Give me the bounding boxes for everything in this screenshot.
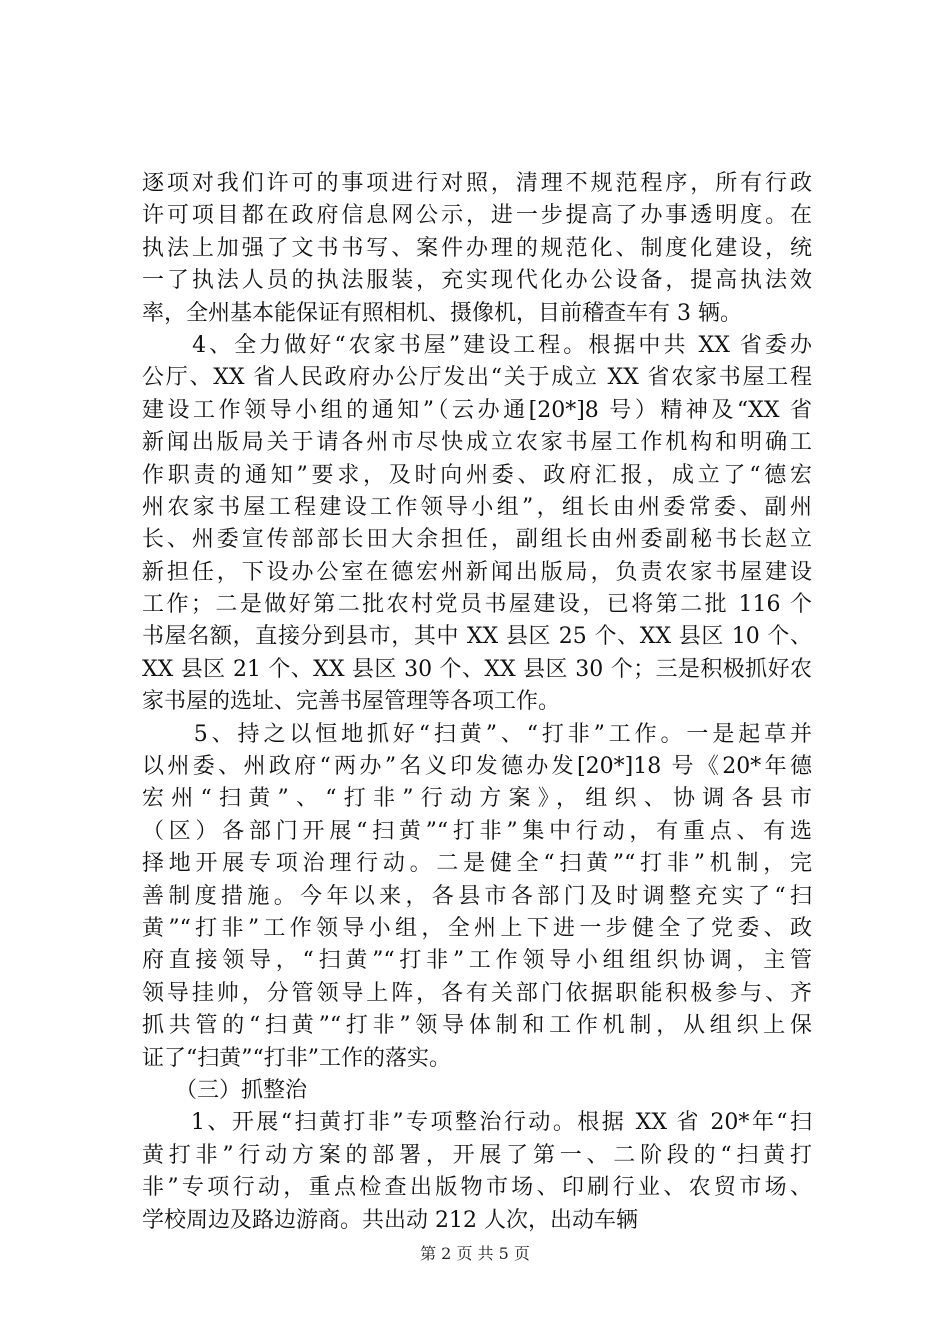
text-line: 长、州委宣传部部长田大余担任，副组长由州委副秘书长赵立 — [142, 527, 812, 553]
text-line: 宏州“扫黄”、“打非”行动方案》，组织、协调各县市 — [142, 786, 812, 812]
text-line: 许可项目都在政府信息网公示，进一步提高了办事透明度。在 — [142, 203, 812, 229]
text-line: 新闻出版局关于请各州市尽快成立农家书屋工作机构和明确工 — [142, 430, 812, 456]
text-line: 黄”“打非”工作领导小组，全州上下进一步健全了党委、政 — [142, 915, 812, 941]
text-line: 书屋名额，直接分到县市，其中 XX 县区 25 个、XX 县区 10 个、 — [142, 624, 812, 650]
text-line: 家书屋的选址、完善书屋管理等各项工作。 — [142, 689, 561, 715]
text-line: 一了执法人员的执法服装，充实现代化办公设备，提高执法效 — [142, 268, 812, 294]
text-line: 率，全州基本能保证有照相机、摄像机，目前稽查车有 3 辆。 — [142, 300, 742, 326]
text-line: 新担任，下设办公室在德宏州新闻出版局，负责农家书屋建设 — [142, 559, 812, 585]
text-line: 善制度措施。今年以来，各县市各部门及时调整充实了“扫 — [142, 883, 812, 909]
text-line: 抓共管的“扫黄”“打非”领导体制和工作机制，从组织上保 — [142, 1013, 812, 1039]
text-line: 建设工作领导小组的通知”（云办通[20*]8 号）精神及“XX 省 — [142, 397, 812, 423]
text-line: 州农家书屋工程建设工作领导小组”，组长由州委常委、副州 — [142, 494, 812, 520]
text-line: 作职责的通知”要求，及时向州委、政府汇报，成立了“德宏 — [142, 462, 812, 488]
text-line: 1、开展“扫黄打非”专项整治行动。根据 XX 省 20*年“扫 — [142, 1110, 812, 1136]
text-line: 逐项对我们许可的事项进行对照，清理不规范程序，所有行政 — [142, 171, 812, 196]
text-line: 4、全力做好“农家书屋”建设工程。根据中共 XX 省委办 — [142, 332, 812, 358]
text-line: 公厅、XX 省人民政府办公厅发出“关于成立 XX 省农家书屋工程 — [142, 365, 812, 391]
text-line: 非”专项行动，重点检查出版物市场、印刷行业、农贸市场、 — [142, 1175, 812, 1201]
text-line: 领导挂帅，分管领导上阵，各有关部门依据职能积极参与、齐 — [142, 980, 812, 1006]
text-line: 执法上加强了文书书写、案件办理的规范化、制度化建设，统 — [142, 235, 812, 261]
document-body — [142, 168, 812, 1237]
text-line: （区）各部门开展“扫黄”“打非”集中行动，有重点、有选 — [142, 818, 812, 844]
text-line: 黄打非”行动方案的部署，开展了第一、二阶段的“扫黄打 — [142, 1142, 812, 1168]
text-line: （三）抓整治 — [142, 1077, 308, 1103]
page-footer: 第 2 页 共 5 页 — [420, 1244, 530, 1263]
text-line: 府直接领导，“扫黄”“打非”工作领导小组组织协调，主管 — [142, 948, 812, 974]
text-line: 5、持之以恒地抓好“扫黄”、“打非”工作。一是起草并 — [142, 721, 812, 747]
text-line: 以州委、州政府“两办”名义印发德办发[20*]18 号《20*年德 — [142, 754, 812, 780]
text-line: 学校周边及路边游商。共出动 212 人次，出动车辆 — [142, 1207, 638, 1233]
text-line: XX 县区 21 个、XX 县区 30 个、XX 县区 30 个；三是积极抓好农 — [142, 656, 812, 682]
text-line: 择地开展专项治理行动。二是健全“扫黄”“打非”机制，完 — [142, 851, 812, 877]
text-line: 工作；二是做好第二批农村党员书屋建设，已将第二批 116 个 — [142, 592, 812, 618]
text-line: 证了“扫黄”“打非”工作的落实。 — [142, 1045, 451, 1071]
